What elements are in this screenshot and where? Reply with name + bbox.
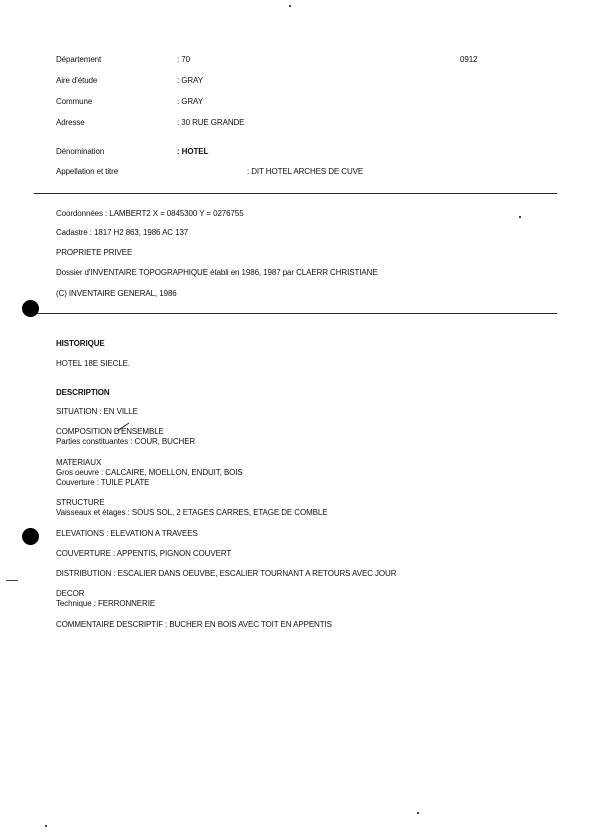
field-value-denomination: : HOTEL	[177, 147, 209, 156]
scan-speck	[45, 825, 47, 827]
field-value-appellation: : DIT HOTEL ARCHES DE CUVE	[247, 167, 364, 176]
couverture-line: COUVERTURE : APPENTIS, PIGNON COUVERT	[56, 549, 232, 558]
materiaux-couverture: Couverture : TUILE PLATE	[56, 478, 150, 487]
field-value-adresse: : 30 RUE GRANDE	[177, 118, 245, 127]
historique-heading: HISTORIQUE	[56, 339, 105, 348]
scan-speck	[6, 580, 18, 581]
section-divider	[34, 193, 557, 194]
elevations-line: ELEVATIONS : ELEVATION A TRAVEES	[56, 529, 198, 538]
field-label-denomination: Dénomination	[56, 147, 105, 156]
field-value-departement: : 70	[177, 55, 190, 64]
commentaire-line: COMMENTAIRE DESCRIPTIF : BUCHER EN BOIS AVEC TOIT EN APPENTIS	[56, 620, 332, 629]
record-reference: 0912	[460, 55, 478, 64]
structure-detail: Vaisseaux et étages : SOUS SOL, 2 ETAGES CARRES, ETAGE DE COMBLE	[56, 508, 328, 517]
field-value-commune: : GRAY	[177, 97, 203, 106]
materiaux-gros-oeuvre: Gros oeuvre : CALCAIRE, MOELLON, ENDUIT, BOIS	[56, 468, 243, 477]
pen-mark	[116, 422, 130, 432]
field-value-aire-etude: : GRAY	[177, 76, 203, 85]
punch-hole	[22, 300, 39, 317]
scan-speck	[289, 5, 291, 7]
field-label-departement: Département	[56, 55, 102, 64]
field-label-appellation: Appellation et titre	[56, 167, 119, 176]
dossier-line: Dossier d'INVENTAIRE TOPOGRAPHIQUE établi en 1986, 1987 par CLAERR CHRISTIANE	[56, 268, 378, 277]
scan-speck	[519, 216, 521, 218]
materiaux-title: MATERIAUX	[56, 458, 102, 467]
historique-text: HOTEL 18E SIECLE.	[56, 359, 131, 368]
copyright-line: (C) INVENTAIRE GENERAL, 1986	[56, 289, 177, 298]
decor-detail: Technique : FERRONNERIE	[56, 599, 156, 608]
situation-line: SITUATION : EN VILLE	[56, 407, 138, 416]
distribution-line: DISTRIBUTION : ESCALIER DANS OEUVBE, ESCALIER TOURNANT A RETOURS AVEC JOUR	[56, 569, 397, 578]
decor-title: DECOR	[56, 589, 85, 598]
punch-hole	[22, 528, 39, 545]
composition-detail: Parties constituantes : COUR, BUCHER	[56, 437, 196, 446]
section-divider	[34, 313, 557, 314]
field-label-commune: Commune	[56, 97, 93, 106]
ownership-line: PROPRIETE PRIVEE	[56, 248, 133, 257]
composition-title: COMPOSITION D'ENSEMBLE	[56, 427, 164, 436]
field-label-aire-etude: Aire d'étude	[56, 76, 98, 85]
cadastre-line: Cadastre : 1817 H2 863, 1986 AC 137	[56, 228, 189, 237]
coordinates-line: Coordonnées : LAMBERT2 X = 0845300 Y = 0276755	[56, 209, 244, 218]
structure-title: STRUCTURE	[56, 498, 105, 507]
description-heading: DESCRIPTION	[56, 388, 110, 397]
field-label-adresse: Adresse	[56, 118, 85, 127]
scan-speck	[417, 812, 419, 814]
